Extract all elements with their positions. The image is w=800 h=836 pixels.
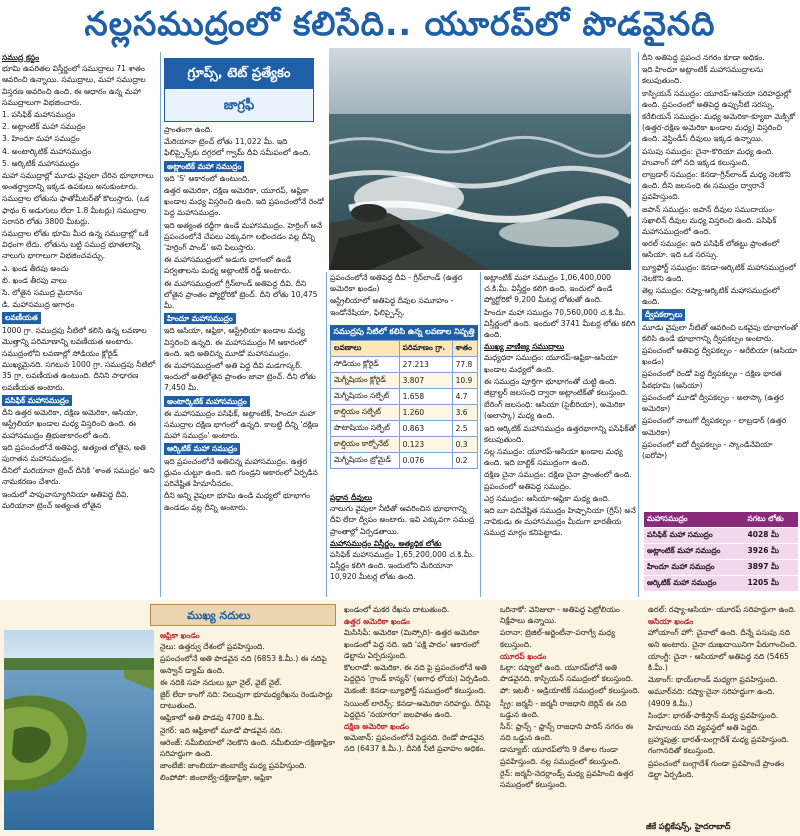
table-cell: 77.8 — [452, 357, 477, 373]
paragraph: అమూర్‌నది: రష్యా-చైనా సరిహద్దుగా ఉంది. (4909 కి.మీ.) — [648, 687, 775, 708]
publisher-credit: జీకే పబ్లికేషన్స్, హైదరాబాద్ — [646, 822, 731, 831]
table-cell: మెగ్నీషియం బ్రోమైడ్ — [331, 453, 400, 469]
paragraph: దీని అతిపెద్ద ప్రపంచ నగరం కూడా అధికం. — [642, 53, 765, 62]
rivers-heading: ముఖ్య నదులు — [150, 604, 336, 626]
paragraph: జపాన్ సముద్రం: జపాన్ దీవుల సముదాయం-సఖాలిన్ దీవుల మధ్య విస్తరించి ఉంది. పసిఫిక్ మహాసముద్రంలో ఉంది. — [642, 204, 777, 237]
paragraph: మేరియానా ట్రెంచ్ లోతు 11,022 మీ. ఇది ఫిలిప్పైన్స్‌కు దగ్గరలో గ్వామ్ దీవి సమీపంలో ఉంది. — [164, 137, 311, 158]
paragraph: ఆస్ట్రేలియాలో అతిపెద్ద దీవుల సమూహం - ఇండోనేషియా, ఫిలిప్పైన్స్. — [330, 296, 454, 317]
region-heading: ఉత్తర అమెరికా ఖండం — [344, 617, 410, 627]
paragraph: సముద్రంలోని లవణాల్లో సోడియం క్లోరైడ్ ముఖ్యమైనది. సగటున 1000 గ్రా. సముద్రపు నీటిలో 35 గ్రా. లవణీయత ఉంటుంది. దీనిని సాధారణ లవణీయత అంటారు. — [2, 349, 156, 392]
table-cell: 4028 మీ — [745, 528, 798, 544]
paragraph: పసిఫిక్ మహాసముద్రం 1,65,200,000 చ.కి.మీ. విస్తీర్ణం కలిగి ఉంది. ఇందులోని మేరియానా 10,920 మీటర్ల లోతు ఉంది. — [330, 550, 475, 582]
paragraph: నాలుగు వైపులా నీటితో ఆవరించిన భూభాగాన్ని దీవి లేదా ద్వీపం అంటారు. ఇవి ఎక్కువగా సముద్ర ప్రాంతాల్లో ఏర్పడతాయి. — [330, 504, 475, 536]
rivers-column-1 — [160, 630, 338, 834]
table-cell: 1.658 — [399, 389, 452, 405]
list-item: ప్రపంచంలో అతిపెద్ద ద్వీపకల్పం - అరేబియా (ఆసియా ఖండం) — [642, 346, 797, 367]
paragraph: హిందూ మహా సముద్రం 70,560,000 చ.కి.మీ. విస్తీర్ణంలో ఉంది. ఇందులో 3741 మీటర్ల లోతు కలిగి ఉంది. — [484, 307, 636, 340]
table-row — [644, 544, 798, 560]
paragraph: నైగర్: ఇది ఆఫ్రికాలో మూడో పొడవైన నది. — [160, 725, 283, 735]
paragraph: అట్లాంటిక్ మహా సముద్రం 1,06,400,000 చ.కి.మీ. విస్తీర్ణం కలిగి ఉంది. ఇందులో ఉండే ప్యోర్టోరికో 9,200 మీటర్ల లోతుతో ఉంది. — [484, 273, 613, 305]
table-header-cell: లవణాలు — [331, 341, 400, 357]
banner-title: గ్రూప్స్, టెట్ ప్రత్యేకం — [165, 59, 313, 89]
paragraph: దీని ఉత్తర అమెరికా, దక్షిణ అమెరికా, ఆసియా, ఆస్ట్రేలియా ఖండాల మధ్య విస్తరించి ఉంది. ఈ మహాసముద్రం త్రిభుజాకారంలో ఉంది. — [2, 408, 139, 440]
list-item: సి. లోతైన సముద్ర మైదానం — [2, 288, 83, 298]
paragraph: ఇది ఆర్కిటిక్ మహాసముద్రం ఉత్తరభాగాన్ని పసిఫిక్‌తో కలుపుతుంది. — [484, 423, 636, 444]
paragraph: కాస్పియన్ సముద్రం: యూరప్-ఆసియా సరిహద్దుల్లో ఉంది. ప్రపంచంలో అతిపెద్ద ఉప్పునీటి సరస్సు. — [642, 88, 792, 109]
table-cell: పసిఫిక్ మహా సముద్రం — [644, 528, 745, 544]
section-heading: అంటార్కిటిక్ మహాసముద్రం — [164, 396, 250, 407]
region-heading: ఆఫ్రికా ఖండం — [160, 631, 200, 640]
table-row — [331, 357, 478, 373]
column-divider — [480, 272, 481, 597]
list-item: ప్రపంచంలో ఐదో ద్వీపకల్పం - స్కాండినేవియా (ఐరోపా) — [642, 439, 773, 460]
ocean-depth-table — [644, 512, 798, 592]
paragraph: నల్ల సముద్రం: యూరప్-ఆసియా ఖండాల మధ్య ఉంది. ఇది బాల్టిక్ సముద్రంగా ఉంది. — [484, 447, 623, 468]
list-item: ఎ. ఖండ తీరపు అంచు — [2, 263, 69, 273]
paragraph: ఒరినాకో: వెనిజులా - అతిపెద్ద పెట్రోలియం నిక్షేపాలు ఉన్నాయి. — [500, 605, 620, 626]
table-row — [331, 437, 478, 453]
paragraph: యాంగ్జీ: చైనా - ఆసియాలో అతిపెద్ద నది (5465 కి.మీ.) — [648, 651, 789, 673]
paragraph: హోయాంగ్ హో: చైనాలో ఉంది. దీన్నే పసుపు నది అని అంటారు. చైనా దుఃఖదాయినిగా పేరుగాంచింది. — [648, 628, 798, 649]
paragraph: ఆరెంజ్: నమీబియాలో నెలకొని ఉంది. నమీబియా-దక్షిణాఫ్రికా సరిహద్దుగా ఉంది. — [160, 737, 335, 759]
table-header-row — [644, 512, 798, 528]
paragraph: సీన్: ఫ్రాన్స్ - ఫ్రాన్స్ రాజధాని పారిస్ నగరం ఈ నది ఒడ్డున ఉంది. — [500, 722, 634, 743]
table-cell: 27.213 — [399, 357, 452, 373]
table-cell: మెగ్నీషియం సల్ఫేట్ — [331, 389, 400, 405]
paragraph: ప్రాంతంగా ఉంది. — [164, 125, 213, 134]
sea-photo — [329, 48, 631, 270]
region-heading: యూరప్ ఖండం — [500, 651, 547, 661]
list-item: 5. ఆర్కిటిక్ మహాసముద్రం — [2, 158, 80, 168]
paragraph: ఆఫ్రికాలో అతి పొడవు 4700 కి.మీ. — [160, 713, 265, 723]
paragraph: దక్షిణ చైనా సముద్రం: దక్షిణ చైనా ప్రాంతంలో ఉంది. ప్రపంచంలో అతిపెద్ద సముద్రం. — [484, 470, 632, 491]
paragraph: ఇది ప్రపంచంలోనే అతిపెద్ద, అత్యంత లోతైన, అతి పురాతన మహాసముద్రం. — [2, 442, 146, 463]
paragraph: సముద్రాల లోతును ఫాతోమీటర్‌తో కొలుస్తారు. (ఒక ఫాథం 6 అడుగులు లేదా 1.8 మీటర్లు) సముద్రాల సరాసరి లోతు 3800 మీటర్లు. — [2, 194, 149, 226]
paragraph: అరల్ సముద్రం: ఇది పసిఫిక్ లోతట్టు ప్రాంతంలో ఆసియా. ఇది ఒక సరస్సు. — [642, 239, 780, 260]
river-photo — [4, 630, 154, 830]
table-row — [331, 421, 478, 437]
paragraph: ఈ నదికి సహ నదులు బ్లూ నైల్, వైట్ నైల్. — [160, 677, 282, 687]
paragraph: మధ్యధరా సముద్రం: యూరప్-ఆఫ్రికా-ఆసియా ఖండాల మధ్యలో ఉంది. — [484, 353, 618, 374]
list-item: ప్రపంచంలో రెండో పెద్ద ద్వీపకల్పం - దక్షిణ భారత పీఠభూమి (ఆసియా) — [642, 369, 782, 390]
paragraph: ఓల్గా: రష్యాలో ఉంది. యూరప్‌లోనే అతి పొడవైనది. కాస్పియన్ సముద్రంలో కలుస్తుంది. — [500, 663, 634, 684]
section-heading: మహాసముద్రం విస్తీర్ణం, అత్యధిక లోతు — [330, 538, 442, 548]
column-divider — [160, 52, 161, 597]
rivers-column-3 — [500, 604, 642, 834]
section-banner — [164, 58, 314, 122]
paragraph: సింధూ: భారత్-పాకిస్తాన్ మధ్య ప్రవహిస్తుంది. — [648, 710, 779, 720]
table-cell: కాల్షియం సల్ఫేట్ — [331, 405, 400, 421]
table-cell: 3926 మీ — [745, 544, 798, 560]
paragraph: ఈ సముద్రం పూర్తిగా భూభాగంతో చుట్టి ఉంది. జిబ్రాల్టర్ జలసంధి ద్వారా అట్లాంటిక్‌తో కలుస్తుంది. — [484, 376, 629, 398]
paragraph: ఖండంలో మకర రేఖను దాటుతుంది. — [344, 605, 450, 614]
table-row — [644, 576, 798, 592]
table-row — [331, 453, 478, 469]
paragraph: ఈ మహాసముద్రంలో అతి పెద్ద దీవి మడగాస్కర్. ఇందులో అతిలోతైన ప్రాంతం జావా ట్రెంచ్. దీని లోతు 7,450 మీ. — [164, 361, 316, 393]
paragraph: మహా సముద్రాల్లో మూడు వైపులా చేరిన భూభాగాలు అంతర్ద్వాదాన్ని ఇక్కడ ఉపకులు అనుకుంటారు. — [2, 171, 154, 192]
table-cell: సోడియం క్లోరైడ్ — [331, 357, 400, 373]
table-row — [331, 389, 478, 405]
paragraph: ఉరల్: రష్యా-ఆసియా- యూరప్ సరిహద్దుగా ఉంది. — [648, 605, 797, 614]
section-heading: ముఖ్య వాణిజ్య సముద్రాలు — [484, 342, 565, 352]
paragraph: ఉత్తర అమెరికా, దక్షిణ అమెరికా, యూరప్, ఆఫ్రికా ఖండాల మధ్య విస్తరించి ఉంది. ఇది ప్రపంచంలోనే రెండో పెద్ద మహాసముద్రం. — [164, 186, 324, 218]
table-cell: 3897 మీ — [745, 560, 798, 576]
section-heading: పసిఫిక్ మహాసముద్రం — [2, 395, 72, 406]
rivers-column-4 — [648, 604, 798, 820]
paragraph: పో: ఇటలీ - ఆడ్రియాటిక్ సముద్రంలో కలుస్తుంది. — [500, 686, 641, 696]
table-row — [331, 373, 478, 389]
column-4 — [484, 272, 636, 598]
paragraph: ఇది అత్యంత రద్దీగా ఉండే మహాసముద్రం. హెర్రింగ్ అనే ప్రపంచంలోనే చేపలు ఎక్కువగా లభించడం వల్ల దీన్ని 'హెర్రింగ్ పాండ్' అని పిలుస్తారు. — [164, 220, 323, 253]
table-cell: 4.7 — [452, 389, 477, 405]
list-item: 1. పసిఫిక్ మహాసముద్రం — [2, 110, 76, 120]
paragraph: ఇది 'S' ఆకారంలో ఉంటుంది. — [164, 173, 250, 183]
headline: నల్లసముద్రంలో కలిసేది.. యూరప్‌లో పొడవైనది — [84, 4, 716, 43]
paragraph: భూమి ఉపరితల విస్తీర్ణంలో సముద్రాలు 71 శాతం ఆవరించి ఉన్నాయి. సముద్రాలు, మహా సముద్రాల విస్తరణ ఆవరించి ఉంది. ఈ ఆధారం ఉన్న మహా సముద్రాలుగా విభజించారు. — [2, 64, 146, 107]
table-cell: 1205 మీ — [745, 576, 798, 592]
section-heading: ఆర్కిటిక్ మహా సముద్రం — [164, 443, 240, 454]
paragraph: మిసిసిపీ: అమెరికా (మిస్సోరి)- ఉత్తర అమెరికా ఖండంలో పెద్ద నది. ఇది 'పక్షి పాదం' ఆకారంలో డెల్టాను ఏర్పరుస్తుంది. — [344, 628, 480, 660]
river-illustration — [4, 630, 154, 830]
paragraph: ఈ మహాసముద్రం పసిఫిక్, అట్లాంటిక్, హిందూ మహా సముద్రాల దక్షిణ భాగంలో ఉన్నది. కాబట్టి దీన్ని 'దక్షిణ మహా సముద్రం' అంటారు. — [164, 408, 319, 441]
paragraph: బ్రహ్మపుత్ర: భారత్-బంగ్లాదేశ్ మధ్య ప్రవహిస్తుంది. గంగానదితో కలుస్తుంది. — [648, 735, 789, 756]
paragraph: ప్రపంచంలో బంగ్లాదేశ్ గుండా ప్రవహించే ప్రాంతం డెల్టా ఏర్పడింది. — [648, 758, 784, 779]
column-3-lower — [330, 492, 478, 598]
table-row — [644, 560, 798, 576]
paragraph: ఇందులో పాపువాన్యూగినియా అతిపెద్ద దీవి. మరియానా ట్రెంచ్ అత్యంత లోతైన — [2, 489, 129, 510]
paragraph: లింపోపో: జింబాబ్వే-దక్షిణాఫ్రికా, ఆఫ్రికా — [160, 773, 272, 783]
paragraph: ప్రపంచంలోనే అతి పొడవైన నది (6853 కి.మీ.) ఈ నదిపై అస్వాన్ డ్యామ్ ఉంది. — [160, 654, 327, 675]
table-cell: 2.5 — [452, 421, 477, 437]
paragraph: మూడు వైపులా నీటితో ఆవరించి ఒకవైపు భూభాగంతో కలిసి ఉండే భూభాగాన్ని ద్వీపకల్పం అంటారు. — [642, 322, 798, 343]
list-item: డి. మహాసముద్ర అగాధం — [2, 300, 75, 310]
table-cell: 0.123 — [399, 437, 452, 453]
section-heading: ద్వీపకల్పాలు — [642, 309, 685, 320]
paragraph: లాబ్రడార్ సముద్రం: కెనడా-గ్రీన్‌లాండ్ మధ్య నెలకొని ఉంది. దీని జలసంధి ఈ సముద్రం ద్వారానే ప్రవహిస్తుంది. — [642, 170, 791, 202]
table-cell: 3.807 — [399, 373, 452, 389]
paragraph: దీని అన్ని వైపులా భూమి ఉండి మధ్యలో భూభాగం ఉండడం వల్ల దీన్ని అంటారు. — [164, 491, 311, 512]
paragraph: సముద్రాల లోతు భూమి మీద ఉన్న సముద్రాల్లో ఒకే విధంగా లేదు. లోతును బట్టి సముద్ర భూతలాన్ని నాలుగు భాగాలుగా విభజించవచ్చు. — [2, 229, 149, 261]
paragraph: ఇది ఆసియా, ఆఫ్రికా, ఆస్ట్రేలియా ఖండాల మధ్య విస్తరించి ఉన్నది. ఈ మహాసముద్రం M ఆకారంలో ఉంది. ఇది అతిచిన్న మూడో మహాసముద్రం. — [164, 326, 307, 358]
paragraph: రైన్: జర్మనీ-నెదర్లాండ్స్ మధ్య ప్రవహించి ఉత్తర సముద్రంలో కలుస్తుంది. — [500, 768, 634, 790]
table-row — [644, 528, 798, 544]
paragraph: స్ప్రీ: జర్మనీ - జర్మనీ రాజధాని బెర్లిన్ ఈ నది ఒడ్డున ఉంది. — [500, 698, 627, 719]
table-cell: హిందూ మహా సముద్రం — [644, 560, 745, 576]
paragraph: పసుపు సముద్రం: చైనా-కొరియా మధ్య ఉంది. హువాంగ్ హో నది ఇక్కడ కలుస్తుంది. — [642, 146, 774, 167]
paragraph: జైర్ లేదా కాంగో నది: నిలువుగా భూమధ్యరేఖను రెండుసార్లు దాటుతుంది. — [160, 690, 333, 711]
paragraph: బ్యూఫోర్ట్ సముద్రం: కెనడా-ఆర్కిటిక్ మహాసముద్రంలో నెలకొని ఉంది. — [642, 262, 797, 283]
salt-composition-table — [330, 325, 478, 469]
list-item: 3. హిందూ మహా సముద్రం — [2, 134, 80, 144]
paragraph: ఈ మహాసముద్రంలో అడుగు భాగంలో ఉండే పర్వతాలను మధ్య అట్లాంటిక్ రిడ్జ్ అంటారు. — [164, 255, 292, 276]
table-cell: మెగ్నీషియం క్లోరైడ్ — [331, 373, 400, 389]
paragraph: కరేబియన్ సముద్రం: మధ్య అమెరికా-క్యూబా మెక్సికో (ఉత్తర-దక్షిణ అమెరికా ఖండాల మధ్య) విస్తరించి ఉంది. వెస్టిండీస్ దీవులు ఇక్కడ ఉన్నాయి. — [642, 112, 796, 144]
column-2 — [164, 124, 324, 598]
table-cell: అట్లాంటిక్ మహా సముద్రం — [644, 544, 745, 560]
column-divider — [638, 52, 639, 597]
paragraph: హిమాలయ నది వ్యవస్థలో అతి పెద్దది. — [648, 723, 760, 733]
paragraph: కొలరాడో: అమెరికా. ఈ నది పై ప్రపంచంలోనే అతి పెద్దదైన 'గ్రాండ్ కాన్యన్' (అగాధ లోయ) ఏర్పడింది. — [344, 663, 491, 684]
table-cell: 0.2 — [452, 453, 477, 469]
banner-subject: జాగ్రఫీ — [223, 98, 255, 113]
list-item: ప్రపంచంలో మూడో ద్వీపకల్పం - అలాస్కా (ఉత్తర అమెరికా) — [642, 392, 784, 414]
section-heading: హిందూ మహాసముద్రం — [164, 313, 236, 324]
table-title: సముద్రపు నీటిలో కలిసి ఉన్న లవణాల నిష్పత్తి — [330, 325, 478, 340]
table-header-cell: శాతం — [452, 341, 477, 357]
list-item: 4. అంటార్కిటిక్ మహాసముద్రం — [2, 146, 92, 156]
list-item: బి. ఖండ తీరపు వాలు — [2, 275, 67, 285]
section-heading: అట్లాంటిక్ మహా సముద్రం — [164, 161, 244, 172]
section-heading: సముద్ర క్రస్టం — [2, 53, 40, 62]
paragraph: ఎర్ర సముద్రం: ఆసియా-ఆఫ్రికా మధ్య ఉంది. — [484, 493, 611, 503]
table-header-cell: సగటు లోతు — [745, 512, 798, 528]
table-cell: 10.9 — [452, 373, 477, 389]
table-header-cell: మహాసముద్రం — [644, 512, 745, 528]
list-item: ప్రపంచంలో నాలుగో ద్వీపకల్పం - లాబ్రడార్ (ఉత్తర అమెరికా) — [642, 416, 787, 437]
paragraph: దీనిలో మరియానా ట్రెంచ్ దీనికి 'శాంత సముద్రం' అని నామకరణం చేశారు. — [2, 466, 155, 487]
table-cell: కాల్షియం కార్బోనేట్ — [331, 437, 400, 453]
paragraph: పరానా: బ్రెజిల్-అర్జెంటీనా-పరాగ్వే మధ్య కలుస్తుంది. — [500, 628, 616, 649]
sea-illustration — [329, 48, 631, 270]
region-heading: ఆసియా ఖండం — [648, 617, 694, 627]
section-heading: ప్రధాన దీవులు — [330, 493, 372, 502]
paragraph: తెల్ల సముద్రం: రష్యా-ఆర్కిటిక్ మహాసముద్రంలో ఉంది. — [642, 286, 780, 307]
table-header-row — [331, 341, 478, 357]
paragraph: 1000 గ్రా. సముద్రపు నీటిలో కలిసి ఉన్న లవణాల మొత్తాన్ని పరిమాణాన్ని లవణీయత అంటారు. — [2, 325, 147, 346]
column-divider — [326, 272, 327, 597]
paragraph: బేరింగ్ జలసంధి: ఆసియా (సైబీరియా), అమెరికా (అలాస్కా) మధ్య ఉంది. — [484, 400, 626, 421]
paragraph: అమెజాన్: ప్రపంచంలోనే పెద్దనది. రెండో పొడవైన నది (6437 కి.మీ.). దీనికి నీటి ప్రవాహం అధికం. — [344, 733, 486, 754]
table-header-cell: పరిమాణం గ్రా. — [399, 341, 452, 357]
paragraph: జాంబేజీ: జాంబియా-జింబాబ్వే మధ్య ప్రవహిస్తుంది. — [160, 761, 307, 771]
section-heading: లవణీయత — [2, 312, 41, 323]
paragraph: ఈ మహాసముద్రంలో గ్రీన్‌లాండ్ అతిపెద్ద దీవి. దీని లోతైన ప్రాంతం ప్యోర్టోరికో ట్రెంచ్. దీని లోతు 10,475 మీ. — [164, 278, 318, 311]
table-cell: 0.863 — [399, 421, 452, 437]
paragraph: మెకాంగ్: థాయ్‌లాండ్ మధ్యగా ప్రవహిస్తుంది. — [648, 675, 778, 685]
paragraph: ప్రపంచంలోనే అతిపెద్ద దీవి - గ్రీన్‌లాండ్ (ఉత్తర అమెరికా ఖండం) — [330, 273, 463, 294]
list-item: 2. అట్లాంటిక్ మహా సముద్రం — [2, 122, 86, 132]
table-cell: ఆర్కిటిక్ మహా సముద్రం — [644, 576, 745, 592]
column-5 — [642, 52, 798, 510]
table-cell: 3.6 — [452, 405, 477, 421]
table-cell: 0.076 — [399, 453, 452, 469]
paragraph: ఇది ప్రపంచంలోనే అతిచిన్న మహాసముద్రం. ఉత్తర ధ్రువం చుట్టూ ఉంది. ఇది గుండ్రని ఆకారంలో ఏర్పడిన పరివేష్టిత హిమానీనదం. — [164, 456, 318, 489]
rivers-column-2 — [344, 604, 494, 834]
table-cell: 0.3 — [452, 437, 477, 453]
paragraph: మెకంజీ: కెనడా-బ్యూఫోర్ట్ సముద్రంలో కలుస్తుంది. — [344, 686, 487, 696]
table-cell: పొటాషియం సల్ఫేట్ — [331, 421, 400, 437]
paragraph: డాన్యూబ్: యూరప్‌లోని 9 దేశాల గుండా ప్రవహిస్తుంది. నల్ల సముద్రంలో కలుస్తుంది. — [500, 745, 621, 766]
column-1 — [2, 52, 158, 598]
paragraph: ఇది హిందూ అట్లాంటిక్ మహాసముద్రాలను కలుపుతుంది. — [642, 65, 763, 86]
table-cell: 1.260 — [399, 405, 452, 421]
region-heading: దక్షిణ అమెరికా ఖండం — [344, 722, 410, 732]
paragraph: నైలు: ఉత్తర్వు దేశంలో ప్రవహిస్తుంది. — [160, 642, 265, 652]
table-row — [331, 405, 478, 421]
paragraph: ఇది బూ పదివేష్టిత సముద్రం హిష్పానియా (గ్రీస్) అనే నావికుడు ఈ మహాసముద్రం మీదుగా భారతీయ సముద్ర మార్గం కనిపెట్టాడు. — [484, 506, 636, 538]
paragraph: సెయింట్ లారెన్స్: కెనడా-అమెరికా సరిహద్దు. దీనిపై పెద్దదైన 'నయాగరా' జలపాతం ఉంది. — [344, 698, 491, 719]
